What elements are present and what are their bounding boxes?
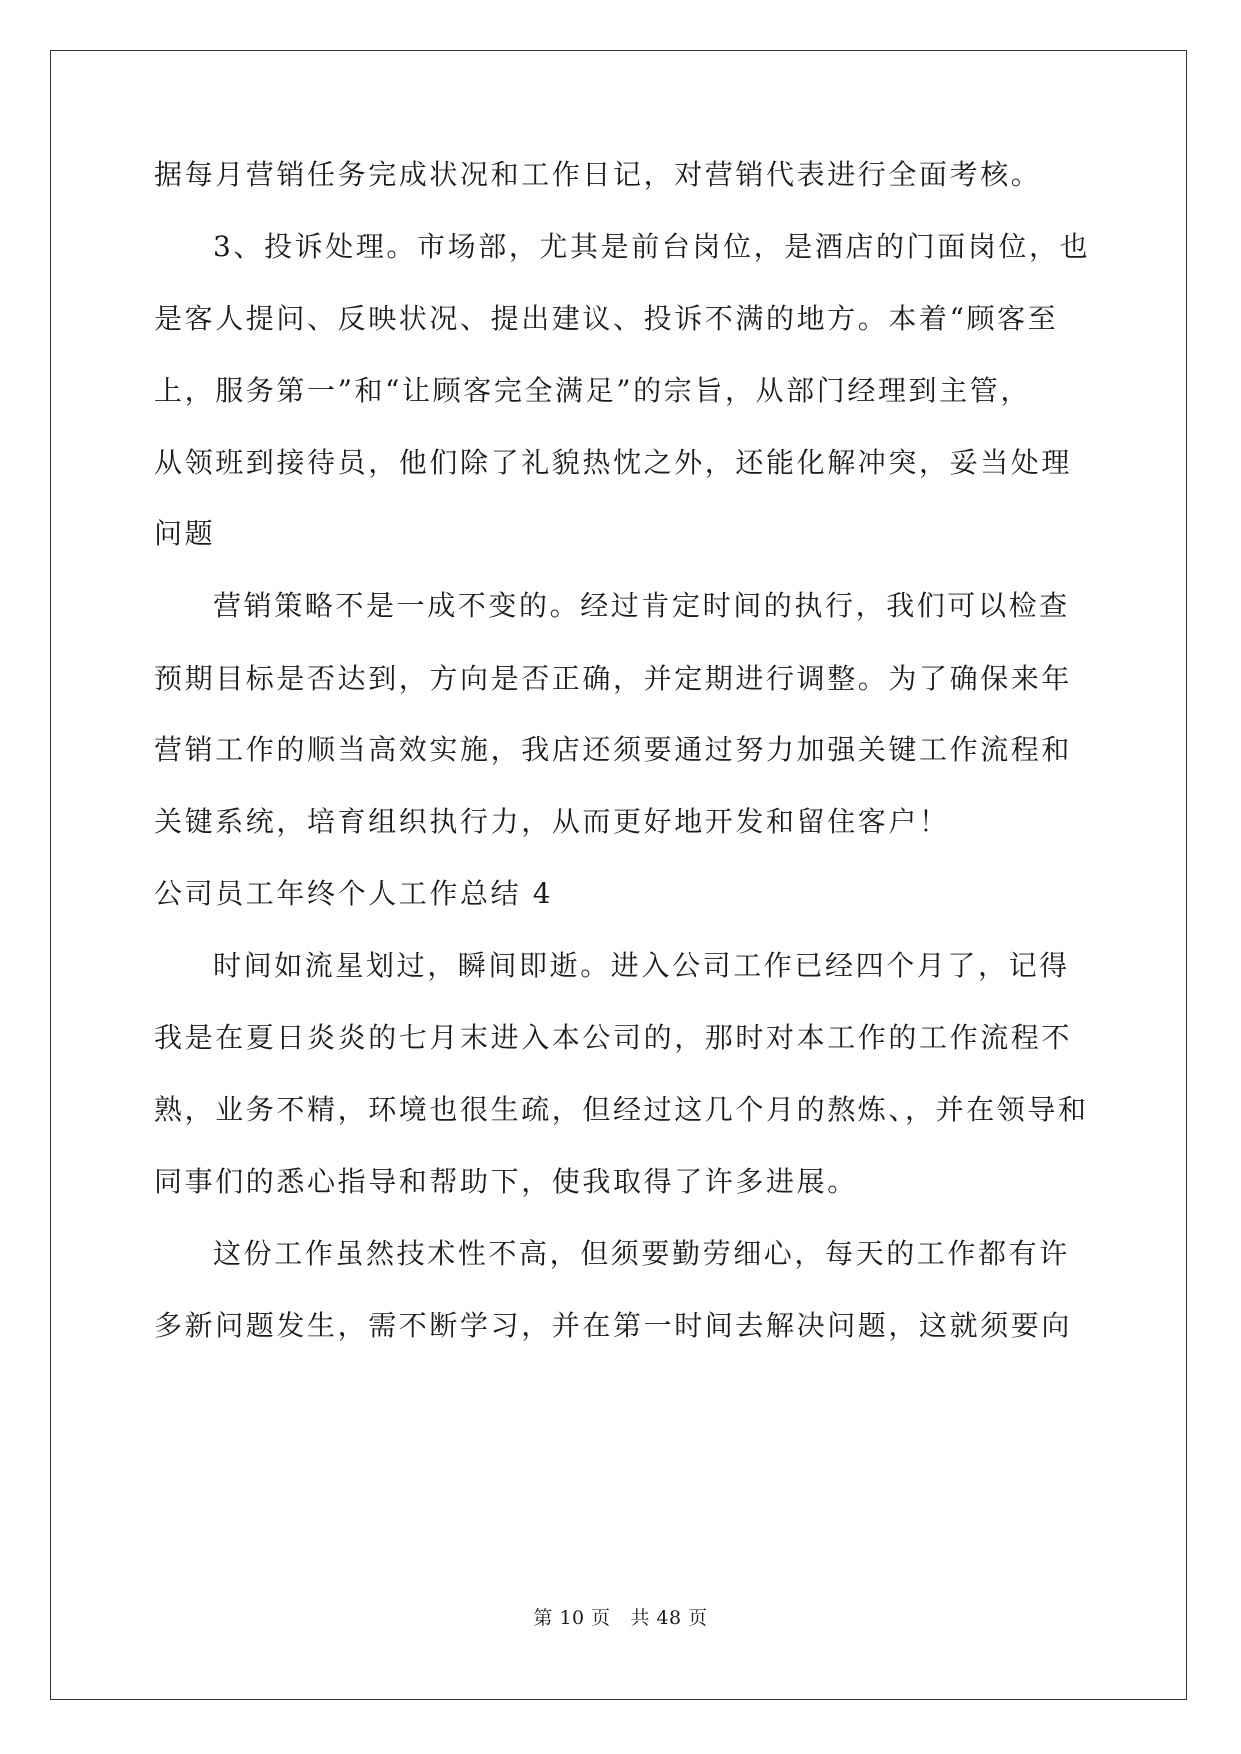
page-total: 共 48 页 — [630, 1607, 708, 1629]
text-line: 预期目标是否达到，方向是否正确，并定期进行调整。为了确保来年 — [154, 662, 1073, 695]
text-line: 3、投诉处理。市场部，尤其是前台岗位，是酒店的门面岗位，也 — [213, 230, 1091, 263]
section-heading: 公司员工年终个人工作总结 4 — [154, 877, 554, 910]
page-footer — [0, 1606, 1241, 1630]
text-line: 上，服务第一”和“让顾客完全满足”的宗旨，从部门经理到主管， — [154, 374, 1031, 407]
text-line: 熟，业务不精，环境也很生疏，但经过这几个月的熬炼、，并在领导和 — [154, 1093, 1089, 1126]
text-line: 从领班到接待员，他们除了礼貌热忱之外，还能化解冲突，妥当处理 — [154, 446, 1073, 479]
text-line: 营销策略不是一成不变的。经过肯定时间的执行，我们可以检查 — [213, 589, 1070, 622]
text-line: 问题 — [154, 517, 216, 550]
text-line: 这份工作虽然技术性不高，但须要勤劳细心，每天的工作都有许 — [213, 1237, 1070, 1270]
text-line: 我是在夏日炎炎的七月末进入本公司的，那时对本工作的工作流程不 — [154, 1021, 1073, 1054]
text-line: 据每月营销任务完成状况和工作日记，对营销代表进行全面考核。 — [154, 158, 1042, 191]
text-line: 关键系统，培育组织执行力，从而更好地开发和留住客户！ — [154, 805, 950, 838]
text-line: 同事们的悉心指导和帮助下，使我取得了许多进展。 — [154, 1165, 858, 1198]
text-line: 营销工作的顺当高效实施，我店还须要通过努力加强关键工作流程和 — [154, 733, 1073, 766]
page-number: 第 10 页 — [533, 1607, 611, 1629]
text-line: 多新问题发生，需不断学习，并在第一时间去解决问题，这就须要向 — [154, 1309, 1073, 1342]
page-border — [50, 50, 1187, 1700]
text-line: 时间如流星划过，瞬间即逝。进入公司工作已经四个月了，记得 — [213, 949, 1070, 982]
text-line: 是客人提问、反映状况、提出建议、投诉不满的地方。本着“顾客至 — [154, 302, 1059, 335]
